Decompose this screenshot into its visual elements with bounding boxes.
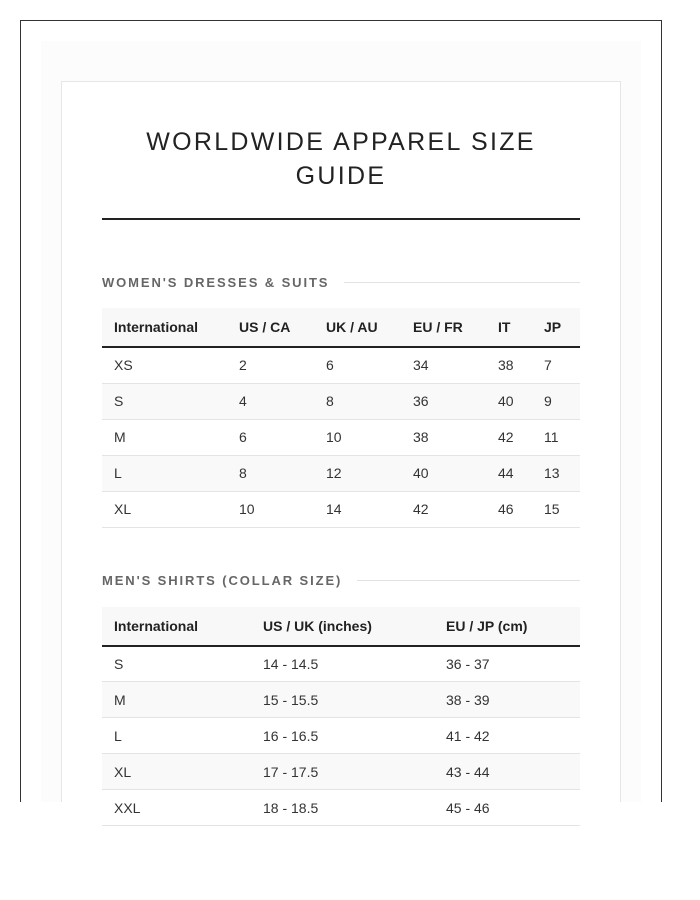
table-cell: 6 bbox=[314, 347, 401, 383]
table-cell: L bbox=[102, 718, 251, 754]
table-row bbox=[102, 455, 580, 491]
table-row bbox=[102, 682, 580, 718]
table-cell: L bbox=[102, 455, 227, 491]
table-cell: 36 - 37 bbox=[434, 646, 580, 682]
table-cell: 12 bbox=[314, 455, 401, 491]
table-cell: 14 bbox=[314, 491, 401, 527]
section-header-mens bbox=[102, 573, 580, 589]
table-cell: 38 bbox=[401, 419, 486, 455]
mens-shirts-size-table bbox=[102, 607, 580, 827]
table-cell: XXL bbox=[102, 790, 251, 826]
table-cell: 38 bbox=[486, 347, 532, 383]
table-cell: 41 - 42 bbox=[434, 718, 580, 754]
table-cell: 13 bbox=[532, 455, 580, 491]
page-title: WORLDWIDE APPAREL SIZE GUIDE bbox=[146, 128, 536, 190]
table-cell: 10 bbox=[314, 419, 401, 455]
section-title-womens: WOMEN'S DRESSES & SUITS bbox=[102, 274, 330, 290]
table-cell: 6 bbox=[227, 419, 314, 455]
column-header: US / UK (inches) bbox=[251, 607, 434, 646]
table-row bbox=[102, 718, 580, 754]
table-cell: S bbox=[102, 383, 227, 419]
table-cell: M bbox=[102, 419, 227, 455]
size-guide-card bbox=[61, 81, 621, 816]
table-cell: 44 bbox=[486, 455, 532, 491]
table-header-row bbox=[102, 607, 580, 646]
womens-size-table bbox=[102, 308, 580, 528]
table-cell: 42 bbox=[401, 491, 486, 527]
table-row bbox=[102, 491, 580, 527]
table-cell: 40 bbox=[486, 383, 532, 419]
section-header-womens bbox=[102, 274, 580, 290]
table-cell: 36 bbox=[401, 383, 486, 419]
column-header: JP bbox=[532, 308, 580, 347]
table-cell: 34 bbox=[401, 347, 486, 383]
table-header-row bbox=[102, 308, 580, 347]
table-row bbox=[102, 419, 580, 455]
table-cell: 15 bbox=[532, 491, 580, 527]
table-cell: 8 bbox=[314, 383, 401, 419]
table-cell: 8 bbox=[227, 455, 314, 491]
table-cell: 43 - 44 bbox=[434, 754, 580, 790]
column-header: International bbox=[102, 308, 227, 347]
section-title-mens: MEN'S SHIRTS (COLLAR SIZE) bbox=[102, 573, 343, 588]
table-cell: 7 bbox=[532, 347, 580, 383]
column-header: EU / JP (cm) bbox=[434, 607, 580, 646]
table-row bbox=[102, 646, 580, 682]
table-cell: 45 - 46 bbox=[434, 790, 580, 826]
table-cell: 9 bbox=[532, 383, 580, 419]
table-row bbox=[102, 754, 580, 790]
page-canvas bbox=[41, 41, 641, 816]
table-cell: S bbox=[102, 646, 251, 682]
table-cell: M bbox=[102, 682, 251, 718]
table-cell: 17 - 17.5 bbox=[251, 754, 434, 790]
column-header: US / CA bbox=[227, 308, 314, 347]
table-cell: 15 - 15.5 bbox=[251, 682, 434, 718]
table-cell: 38 - 39 bbox=[434, 682, 580, 718]
table-cell: 4 bbox=[227, 383, 314, 419]
table-cell: XL bbox=[102, 754, 251, 790]
table-row bbox=[102, 383, 580, 419]
column-header: UK / AU bbox=[314, 308, 401, 347]
column-header: International bbox=[102, 607, 251, 646]
size-guide-content bbox=[102, 82, 580, 826]
table-cell: 16 - 16.5 bbox=[251, 718, 434, 754]
column-header: IT bbox=[486, 308, 532, 347]
column-header: EU / FR bbox=[401, 308, 486, 347]
table-cell: XS bbox=[102, 347, 227, 383]
table-cell: 10 bbox=[227, 491, 314, 527]
page-frame bbox=[20, 20, 662, 816]
table-cell: 2 bbox=[227, 347, 314, 383]
section-divider bbox=[357, 580, 580, 581]
title-divider bbox=[102, 218, 580, 220]
table-cell: 40 bbox=[401, 455, 486, 491]
table-cell: 11 bbox=[532, 419, 580, 455]
table-cell: XL bbox=[102, 491, 227, 527]
table-cell: 18 - 18.5 bbox=[251, 790, 434, 826]
table-row bbox=[102, 347, 580, 383]
section-divider bbox=[344, 282, 580, 283]
table-cell: 42 bbox=[486, 419, 532, 455]
table-cell: 46 bbox=[486, 491, 532, 527]
table-cell: 14 - 14.5 bbox=[251, 646, 434, 682]
table-row bbox=[102, 790, 580, 826]
